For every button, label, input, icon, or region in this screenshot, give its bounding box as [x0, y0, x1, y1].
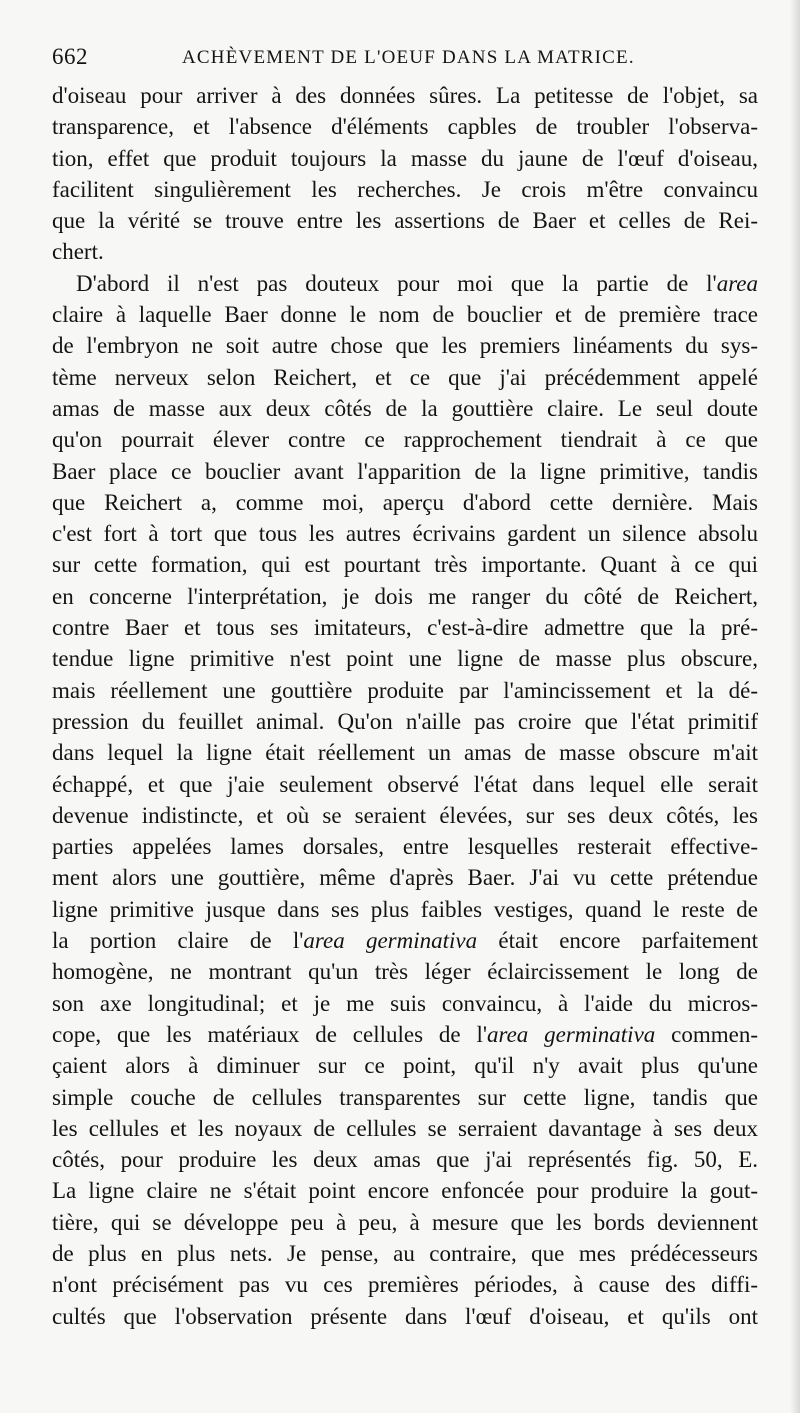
text-line: que Reichert a, comme moi, aperçu d'abord cette dernière. Mais [52, 489, 758, 515]
text-line: d'oiseau pour arriver à des données sûres. La petitesse de l'objet, sa [52, 83, 758, 108]
text-line: ment alors une gouttière, même d'après Baer. J'ai vu cette prétendue [52, 865, 758, 891]
page-header [52, 44, 748, 76]
text-line: tière, qui se développe peu à peu, à mesure que les bords deviennent [52, 1209, 758, 1235]
page-edge-shadow [790, 0, 800, 1413]
text-line: ligne primitive jusque dans ses plus faibles vestiges, quand le reste de [52, 896, 758, 922]
text-line: son axe longitudinal; et je me suis convaincu, à l'aide du micros- [52, 990, 758, 1016]
text-line: homogène, ne montrant qu'un très léger éclaircissement le long de [52, 959, 758, 985]
text-line: dans lequel la ligne était réellement un amas de masse obscure m'ait [52, 740, 758, 766]
text-line: simple couche de cellules transparentes sur cette ligne, tandis que [52, 1084, 758, 1110]
text-line: chert. [52, 239, 104, 265]
italic-term: area [716, 270, 758, 296]
page-number: 662 [52, 44, 88, 69]
text-line: côtés, pour produire les deux amas que j'ai représentés fig. 50, E. [52, 1147, 758, 1173]
text-line: tendue ligne primitive n'est point une ligne de masse plus obscure, [52, 646, 758, 672]
text-line: amas de masse aux deux côtés de la gouttière claire. Le seul doute [52, 395, 758, 421]
text-line: tème nerveux selon Reichert, et ce que j'ai précédemment appelé [52, 364, 758, 390]
text-line: contre Baer et tous ses imitateurs, c'est-à-dire admettre que la pré- [52, 615, 758, 641]
text-line: de plus en plus nets. Je pense, au contraire, que mes prédécesseurs [52, 1240, 758, 1266]
text-line: transparence, et l'absence d'éléments capbles de troubler l'observa- [52, 114, 758, 140]
italic-term: area germinativa [486, 1021, 656, 1047]
text-line: devenue indistincte, et où se seraient élevées, sur ses deux côtés, les [52, 802, 758, 828]
text-line: çaient alors à diminuer sur ce point, qu'il n'y avait plus qu'une [52, 1053, 758, 1079]
text-line: cope, que les matériaux de cellules de l'area germinativa commen- [52, 1021, 758, 1047]
text-line: mais réellement une gouttière produite par l'amincissement et la dé- [52, 677, 758, 703]
text-line: en concerne l'interprétation, je dois me ranger du côté de Reichert, [52, 583, 758, 609]
text-line: qu'on pourrait élever contre ce rapprochement tiendrait à ce que [52, 427, 758, 453]
text-line: de l'embryon ne soit autre chose que les premiers linéaments du sys- [52, 333, 758, 359]
text-line: la portion claire de l'area germinativa était encore parfaitement [52, 928, 758, 954]
body-text [52, 80, 758, 1332]
text-line: tion, effet que produit toujours la masse du jaune de l'œuf d'oiseau, [52, 145, 758, 171]
italic-term: area germinativa [303, 928, 478, 954]
running-title: ACHÈVEMENT DE L'OEUF DANS LA MATRICE. [182, 47, 635, 68]
text-line: claire à laquelle Baer donne le nom de bouclier et de première trace [52, 302, 758, 328]
text-line: parties appelées lames dorsales, entre lesquelles resterait effective- [52, 834, 758, 860]
text-line: sur cette formation, qui est pourtant très importante. Quant à ce qui [52, 552, 758, 578]
text-line: les cellules et les noyaux de cellules se serraient davantage à ses deux [52, 1115, 758, 1141]
text-line: n'ont précisément pas vu ces premières périodes, à cause des diffi- [52, 1272, 758, 1298]
text-line: échappé, et que j'aie seulement observé l'état dans lequel elle serait [52, 771, 758, 797]
text-line: cultés que l'observation présente dans l'œuf d'oiseau, et qu'ils ont [52, 1303, 758, 1329]
text-line: facilitent singulièrement les recherches. Je crois m'être convaincu [52, 176, 758, 202]
text-line: Baer place ce bouclier avant l'apparition de la ligne primitive, tandis [52, 458, 758, 484]
text-line: c'est fort à tort que tous les autres écrivains gardent un silence absolu [52, 521, 758, 547]
text-line: La ligne claire ne s'était point encore enfoncée pour produire la gout- [52, 1178, 758, 1204]
text-line: pression du feuillet animal. Qu'on n'aille pas croire que l'état primitif [52, 708, 758, 734]
text-line: que la vérité se trouve entre les assertions de Baer et celles de Rei- [52, 208, 758, 234]
text-line: D'abord il n'est pas douteux pour moi que la partie de l'area [76, 270, 758, 296]
